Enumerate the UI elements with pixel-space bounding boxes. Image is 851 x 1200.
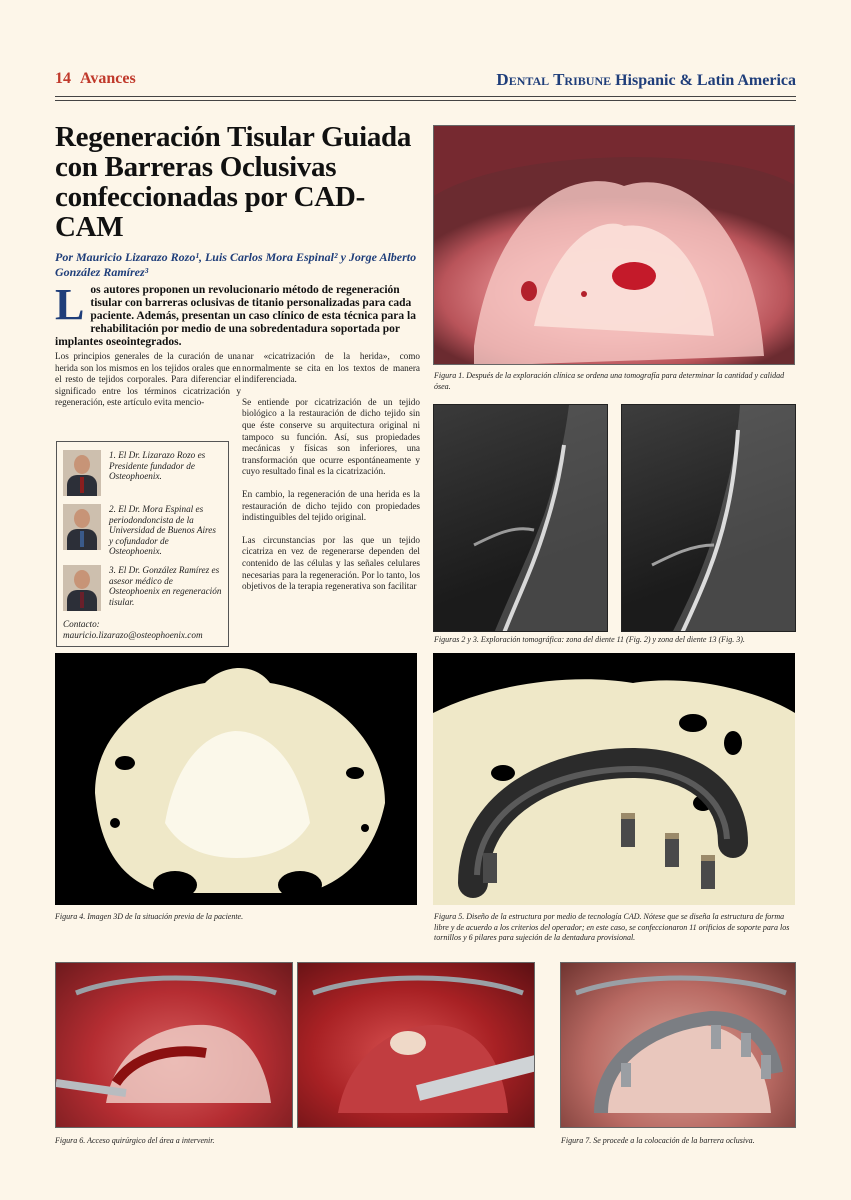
body-paragraph: En cambio, la regeneración de una herida es la restauración de dicho tejido con propiedades indistinguibles del tejido original. xyxy=(242,488,420,523)
figure-6-surgical-photo-b xyxy=(297,962,535,1128)
figure-7-caption: Figura 7. Se procede a la colocación de la barrera oclusiva. xyxy=(561,1136,755,1145)
figure-6-caption: Figura 6. Acceso quirúrgico del área a intervenir. xyxy=(55,1136,215,1145)
figure-2-ct-scan xyxy=(433,404,608,632)
body-column-1 xyxy=(55,351,241,409)
author-photo xyxy=(63,450,101,496)
figure-5-cad-design xyxy=(433,653,795,905)
author-bio: 1. El Dr. Lizarazo Rozo es Presidente fundador de Osteophoenix. xyxy=(109,450,206,482)
header-rule xyxy=(55,100,796,101)
drop-cap: L xyxy=(55,280,85,329)
header-rule xyxy=(55,96,796,97)
figure-4-caption: Figura 4. Imagen 3D de la situación previa de la paciente. xyxy=(55,912,244,921)
figure-6-surgical-photo-a xyxy=(55,962,293,1128)
author-entry xyxy=(63,565,222,611)
section-name: Avances xyxy=(80,70,136,87)
body-paragraph: nar «cicatrización de la herida», como normalmente se cita en los textos de manera indiferenciada. xyxy=(242,351,420,385)
lead-text: os autores proponen un revolucionario método de regeneración tisular con barreras oclusivas de titanio personalizadas para cada paciente. Además, presentan un caso clínico de esta técnica para la rehabilitación por medio de una sobredentadura soportada por implantes oseointegrados. xyxy=(55,284,416,348)
publication-prefix: Dental Tribune xyxy=(496,70,612,89)
author-info-box xyxy=(56,441,229,647)
article-title: Regeneración Tisular Guiada con Barreras Oclusivas confeccionadas por CAD-CAM xyxy=(55,121,412,243)
author-entry xyxy=(63,450,222,496)
byline: Por Mauricio Lizarazo Rozo¹, Luis Carlos Mora Espinal² y Jorge Alberto González Ramírez³ xyxy=(55,250,417,279)
body-paragraph: Las circunstancias por las que un tejido cicatriza en vez de regenerarse dependen del contenido de las células y las señales celulares necesarias para la regeneración. Por lo tanto, los objetivos de la terapia regenerativa son facilitar xyxy=(242,534,420,592)
article-lead xyxy=(55,280,425,349)
author-bio: 3. El Dr. González Ramírez es asesor médico de Osteophoenix en regeneración tisular. xyxy=(109,564,222,607)
author-photo xyxy=(63,565,101,611)
author-photo xyxy=(63,504,101,550)
body-paragraph: Se entiende por cicatrización de un tejido biológico a la restauración de dicho tejido sin que éste conserve su arquitectura original ni tampoco su función. Así, sus propiedades mecánicas y físicas son inferiores, una transformación que ocurre espontáneamente y cuyo resultado final es la cicatrización. xyxy=(242,396,420,477)
author-entry xyxy=(63,504,222,557)
publication-masthead xyxy=(496,70,796,90)
figure-1-palate-photo xyxy=(433,125,795,365)
figure-4-3d-render xyxy=(55,653,417,905)
figure-3-ct-scan xyxy=(621,404,796,632)
figures-2-3-caption: Figuras 2 y 3. Exploración tomográfica: zona del diente 11 (Fig. 2) y zona del diente 13 (Fig. 3). xyxy=(434,635,745,644)
publication-suffix: Hispanic & Latin America xyxy=(615,72,796,89)
body-column-2 xyxy=(242,351,420,604)
figure-5-caption: Figura 5. Diseño de la estructura por medio de tecnología CAD. Nótese que se diseña la estructura de forma libre y de acuerdo a los criterios del operador; en este caso, se confeccionaron 11 orificios de soporte para los tornillos y 6 pilares para sujeción de la dentadura provisional. xyxy=(434,912,790,942)
author-bio: 2. El Dr. Mora Espinal es periodondoncista de la Universidad de Buenos Aires y cofundador de Osteophoenix. xyxy=(109,504,216,557)
body-paragraph: Los principios generales de la curación de una herida son los mismos en los tejidos orales que en el resto de tejidos corporales. Para diferenciar el significado entre los términos cicatrización y regeneración, este artículo evita mencio- xyxy=(55,351,241,408)
figure-7-barrier-photo xyxy=(560,962,796,1128)
contact-email[interactable]: Contacto: mauricio.lizarazo@osteophoenix.com xyxy=(63,618,203,640)
figure-1-caption: Figura 1. Después de la exploración clínica se ordena una tomografía para determinar la cantidad y calidad ósea. xyxy=(434,371,785,391)
page-number: 14 xyxy=(55,70,71,87)
